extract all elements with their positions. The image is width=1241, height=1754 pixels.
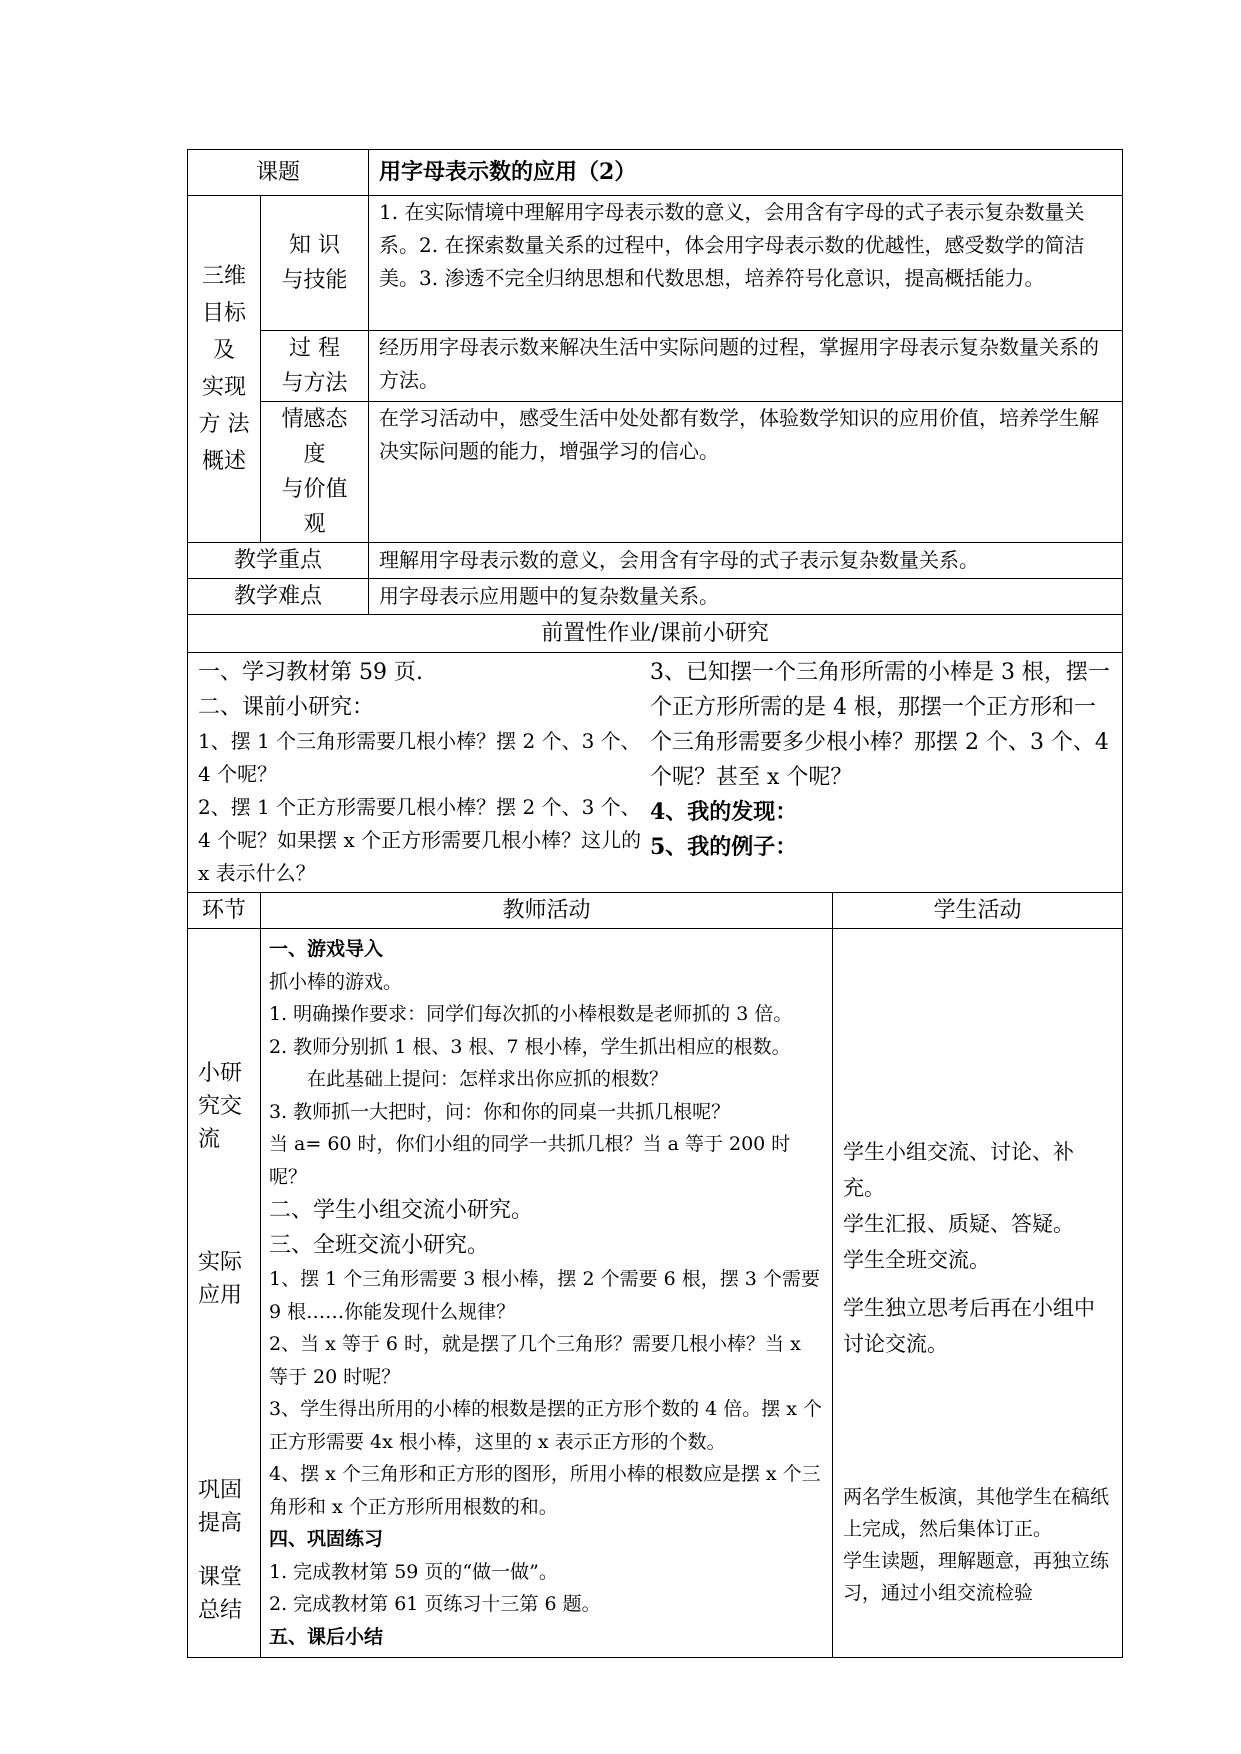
- goal-text-knowledge: 1. 在实际情境中理解用字母表示数的意义，会用含有字母的式子表示复杂数量关系。2. 在探索数量关系的过程中，体会用字母表示数的优越性，感受数学的简洁美。3. 渗透不完全归纳思想和代数思想，培养符号化意识，提高概括能力。: [369, 196, 1123, 331]
- preview-item: 一、学习教材第 59 页.: [198, 660, 423, 685]
- student-line: 学生独立思考后再在小组中讨论交流。: [843, 1296, 1096, 1356]
- teacher-line: 三、全班交流小研究。: [269, 1233, 490, 1258]
- student-activity: [833, 929, 1123, 1658]
- teacher-line: 当 a= 60 时，你们小组的同学一共抓几根？当 a 等于 200 时呢？: [269, 1133, 791, 1188]
- teacher-line: 1. 完成教材第 59 页的“做一做”。: [269, 1560, 558, 1583]
- teacher-line: 4、摆 x 个三角形和正方形的图形，所用小棒的根数应是摆 x 个三角形和 x 个正方形所用根数的和。: [269, 1463, 821, 1518]
- preview-item: 1、摆 1 个三角形需要几根小棒？摆 2 个、3 个、4 个呢？: [198, 729, 641, 786]
- goals-group-label: 三维 目标 及 实现 方 法 概述: [188, 196, 261, 543]
- teacher-line: 2、当 x 等于 6 时，就是摆了几个三角形？需要几根小棒？当 x 等于 20 时呢？: [269, 1333, 801, 1388]
- student-header: 学生活动: [833, 893, 1123, 929]
- preview-item: 2、摆 1 个正方形需要几根小棒？摆 2 个、3 个、4 个呢？如果摆 x 个正方形需要几根小棒？这儿的 x 表示什么？: [198, 795, 642, 885]
- goal-text-process: 经历用字母表示数来解决生活中实际问题的过程，掌握用字母表示复杂数量关系的方法。: [369, 331, 1123, 402]
- stage-4: 课堂 总结: [198, 1565, 243, 1623]
- lesson-plan: [187, 149, 1122, 1658]
- stage-column: [188, 929, 261, 1658]
- difficulty-text: 用字母表示应用题中的复杂数量关系。: [369, 579, 1123, 615]
- teacher-line: 在此基础上提问：怎样求出你应抓的根数？: [269, 1068, 669, 1090]
- teacher-line: 2. 教师分别抓 1 根、3 根、7 根小棒，学生抓出相应的根数。: [269, 1035, 791, 1058]
- key-point-text: 理解用字母表示数的意义，会用含有字母的式子表示复杂数量关系。: [369, 543, 1123, 579]
- teacher-line: 四、巩固练习: [269, 1528, 384, 1550]
- teacher-line: 一、游戏导入: [269, 938, 384, 960]
- stage-2: 实际 应用: [198, 1250, 243, 1308]
- teacher-line: 1. 明确操作要求：同学们每次抓的小棒根数是老师抓的 3 倍。: [269, 1003, 793, 1025]
- teacher-line: 1、摆 1 个三角形需要 3 根小棒，摆 2 个需要 6 根，摆 3 个需要 9 根……你能发现什么规律？: [269, 1268, 820, 1323]
- difficulty-label: 教学难点: [188, 579, 369, 615]
- student-line: 学生小组交流、讨论、补充。: [843, 1140, 1075, 1200]
- topic-label: 课题: [188, 150, 369, 196]
- teacher-line: 五、课后小结: [269, 1625, 384, 1648]
- student-line: 两名学生板演，其他学生在稿纸上完成，然后集体订正。: [843, 1486, 1110, 1540]
- preview-content: [188, 653, 1123, 893]
- student-line: 学生汇报、质疑、答疑。: [843, 1212, 1075, 1236]
- teacher-line: 二、学生小组交流小研究。: [269, 1198, 534, 1223]
- goal-label-knowledge: 知 识 与技能: [261, 196, 369, 331]
- goal-text-emotion: 在学习活动中，感受生活中处处都有数学，体验数学知识的应用价值，培养学生解决实际问题的能力，增强学习的信心。: [369, 402, 1123, 543]
- key-point-label: 教学重点: [188, 543, 369, 579]
- stage-3: 巩固 提高: [198, 1478, 243, 1536]
- teacher-line: 3、学生得出所用的小棒的根数是摆的正方形个数的 4 倍。摆 x 个正方形需要 4x 根小棒，这里的 x 表示正方形的个数。: [269, 1398, 823, 1453]
- preview-item: 5、我的例子：: [649, 834, 798, 860]
- preview-item: 二、课前小研究：: [198, 695, 375, 720]
- preview-item: 4、我的发现：: [649, 799, 798, 825]
- student-line: 学生全班交流。: [843, 1248, 991, 1272]
- teacher-header: 教师活动: [261, 893, 833, 929]
- stage-header: 环节: [188, 893, 261, 929]
- teacher-line: 抓小棒的游戏。: [269, 970, 403, 993]
- preview-item: 3、已知摆一个三角形所需的小棒是 3 根，摆一个正方形所需的是 4 根，那摆一个正方形和一个三角形需要多少根小棒？那摆 2 个、3 个、4 个呢？甚至 x 个呢？: [649, 660, 1110, 790]
- teacher-line: 2. 完成教材第 61 页练习十三第 6 题。: [269, 1593, 601, 1615]
- goal-label-process: 过 程 与方法: [261, 331, 369, 402]
- topic-value: 用字母表示数的应用（2）: [369, 150, 1123, 196]
- teacher-activity: [261, 929, 833, 1658]
- student-line: 学生读题，理解题意，再独立练习，通过小组交流检验: [843, 1550, 1110, 1604]
- lesson-plan-table: [187, 149, 1123, 1658]
- teacher-line: 3. 教师抓一大把时，问：你和你的同桌一共抓几根呢？: [269, 1100, 731, 1123]
- preview-title: 前置性作业/课前小研究: [188, 615, 1123, 653]
- stage-1: 小研 究交 流: [198, 1061, 243, 1152]
- goal-label-emotion: 情感态度 与价值观: [261, 402, 369, 543]
